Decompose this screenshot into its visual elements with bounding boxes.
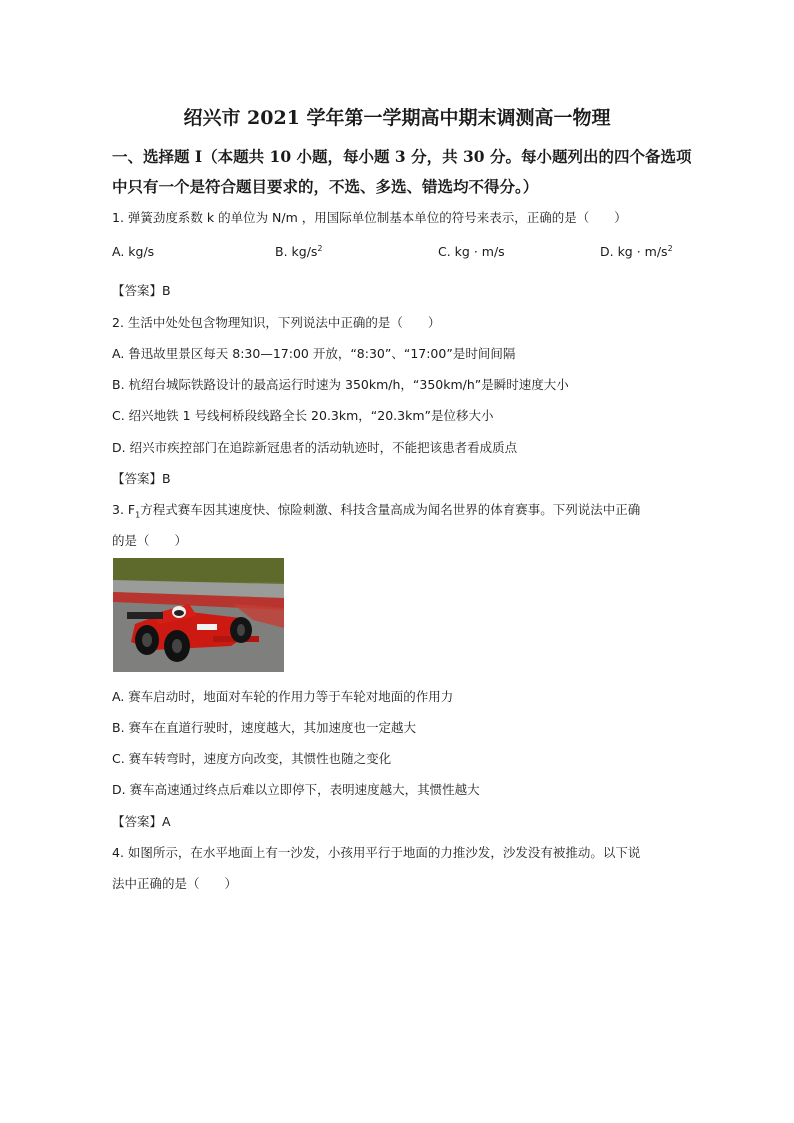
question-3-option-c: C. 赛车转弯时，速度方向改变，其惯性也随之变化 bbox=[112, 751, 392, 766]
answer-tag: 【答案】 bbox=[112, 814, 163, 829]
answer-tag: 【答案】 bbox=[112, 283, 163, 298]
question-3-answer bbox=[112, 812, 171, 830]
exam-title: 绍兴市 2021 学年第一学期高中期末调测高一物理 bbox=[183, 107, 611, 129]
question-3-stem-line-1: 3. $F_1$方程式赛车因其速度快、惊险刺激、科技含量高成为闻名世界的体育赛事。下列说法中正确 bbox=[112, 502, 641, 520]
question-4-stem-line-2: 法中正确的是（ ） bbox=[112, 876, 238, 891]
question-1-option-b: B. $kg/s^2$ bbox=[275, 244, 323, 260]
question-2-option-a: A. 鲁迅故里景区每天 8:30—17:00 开放，“8:30”、“17:00”是时间间隔 bbox=[112, 346, 516, 361]
question-3-option-b: B. 赛车在直道行驶时，速度越大，其加速度也一定越大 bbox=[112, 720, 417, 735]
answer-tag: 【答案】 bbox=[112, 471, 163, 486]
question-1-options bbox=[112, 244, 692, 262]
question-3-option-d: D. 赛车高速通过终点后难以立即停下，表明速度越大，其惯性越大 bbox=[112, 782, 480, 797]
f1-race-car-photo bbox=[113, 558, 284, 672]
question-1-option-d: D. kg · $m/s^2$ bbox=[600, 244, 673, 260]
answer-value: B bbox=[162, 471, 171, 486]
section-heading: 一、选择题 I（本题共 10 小题，每小题 3 分，共 30 分。每小题列出的四个备选项中只有一个是符合题目要求的，不选、多选、错选均不得分。） bbox=[112, 147, 692, 196]
question-2-answer bbox=[112, 469, 171, 487]
question-1-option-c: C. kg · m/s bbox=[438, 244, 505, 259]
question-3-stem-line-2: 的是（ ） bbox=[112, 533, 188, 548]
question-2-stem: 2. 生活中处处包含物理知识，下列说法中正确的是（ ） bbox=[112, 315, 441, 330]
answer-value: B bbox=[162, 283, 171, 298]
question-1-stem: 1. 弹簧劲度系数 k 的单位为 N/m ，用国际单位制基本单位的符号来表示，正确的是（ ） bbox=[112, 210, 627, 225]
question-2-option-b: B. 杭绍台城际铁路设计的最高运行时速为 350km/h，“350km/h”是瞬时速度大小 bbox=[112, 377, 569, 392]
question-1-answer bbox=[112, 281, 171, 299]
question-2-option-d: D. 绍兴市疾控部门在追踪新冠患者的活动轨迹时，不能把该患者看成质点 bbox=[112, 440, 518, 455]
answer-value: A bbox=[162, 814, 171, 829]
question-4-stem-line-1: 4. 如图所示，在水平地面上有一沙发，小孩用平行于地面的力推沙发，沙发没有被推动。以下说 bbox=[112, 845, 641, 860]
question-2-option-c: C. 绍兴地铁 1 号线柯桥段线路全长 20.3km，“20.3km”是位移大小 bbox=[112, 408, 494, 423]
question-3-option-a: A. 赛车启动时，地面对车轮的作用力等于车轮对地面的作用力 bbox=[112, 689, 454, 704]
question-1-option-a: A. kg/s bbox=[112, 244, 155, 259]
